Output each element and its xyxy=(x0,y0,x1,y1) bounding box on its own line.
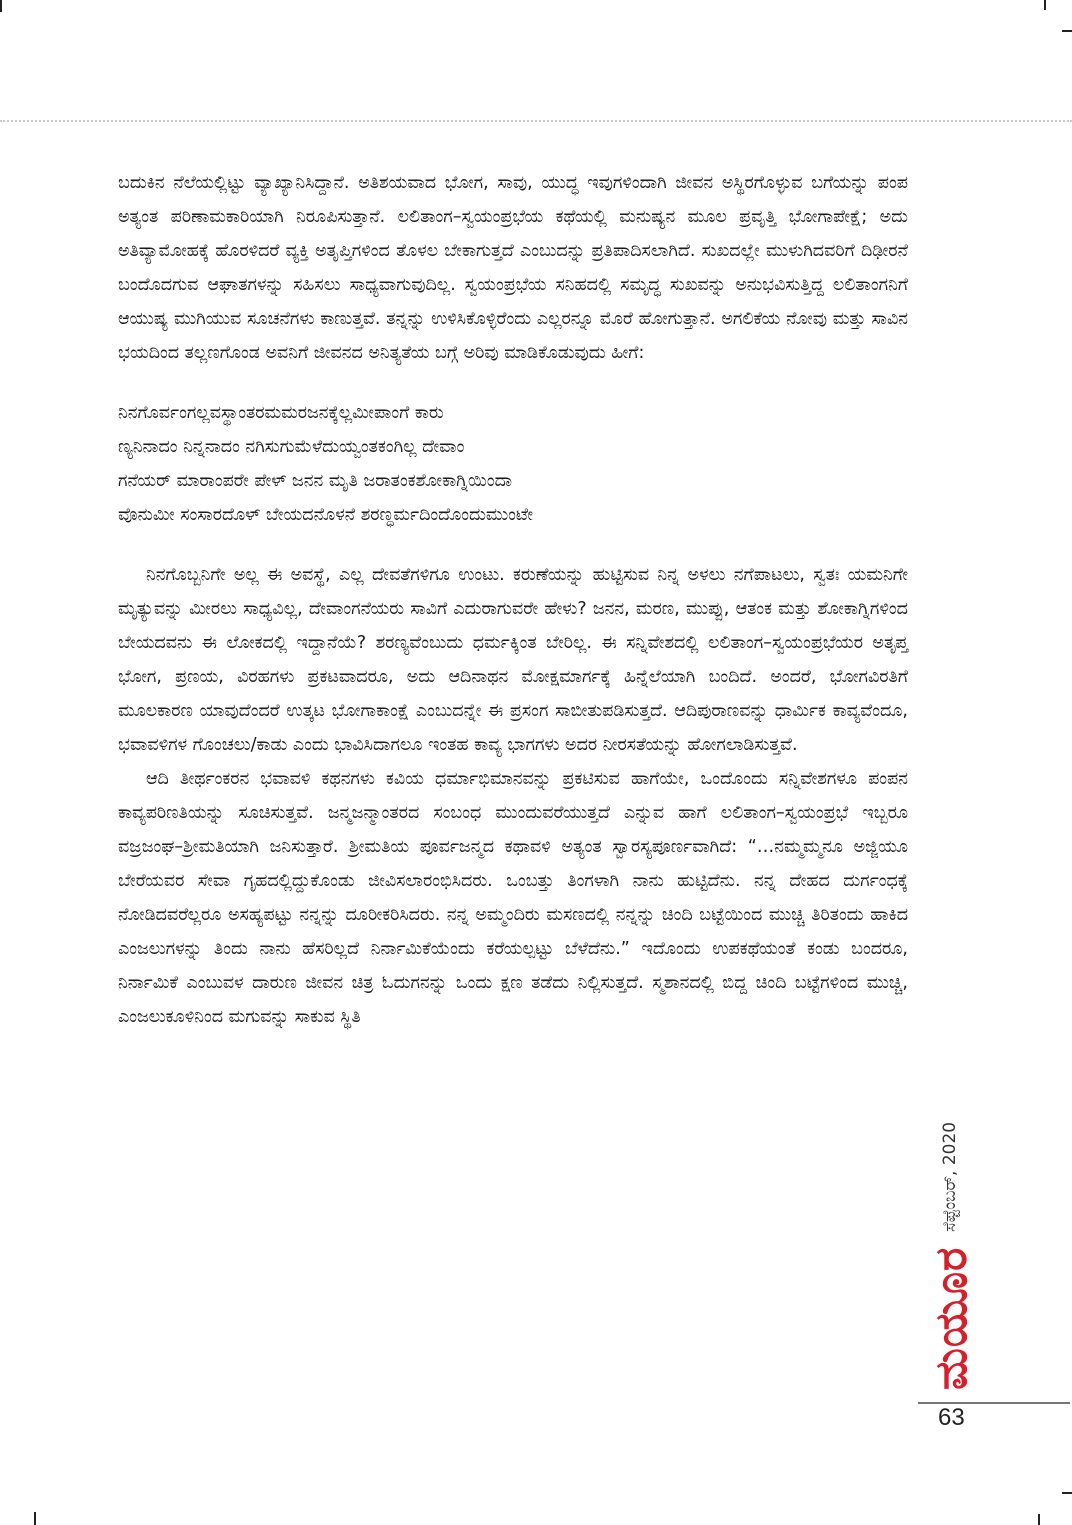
paragraph-1: ಬದುಕಿನ ನೆಲೆಯಲ್ಲಿಟ್ಟು ವ್ಯಾಖ್ಯಾನಿಸಿದ್ದಾನೆ. ಅತಿಶಯವಾದ ಭೋಗ, ಸಾವು, ಯುದ್ಧ ಇವುಗಳಿಂದಾಗಿ ಜೀವನ ಅಸ್ಥಿರಗೊಳ್ಳುವ ಬಗೆಯನ್ನು ಪಂಪ ಅತ್ಯಂತ ಪರಿಣಾಮಕಾರಿಯಾಗಿ ನಿರೂಪಿಸುತ್ತಾನೆ. ಲಲಿತಾಂಗ–ಸ್ವಯಂಪ್ರಭೆಯ ಕಥೆಯಲ್ಲಿ ಮನುಷ್ಯನ ಮೂಲ ಪ್ರವೃತ್ತಿ ಭೋಗಾಪೇಕ್ಷೆ; ಅದು ಅತಿವ್ಯಾಮೋಹಕ್ಕೆ ಹೊರಳಿದರೆ ವ್ಯಕ್ತಿ ಅತೃಪ್ತಿಗಳಿಂದ ತೊಳಲ ಬೇಕಾಗುತ್ತದೆ ಎಂಬುದನ್ನು ಪ್ರತಿಪಾದಿಸಲಾಗಿದೆ. ಸುಖದಲ್ಲೇ ಮುಳುಗಿದವರಿಗೆ ದಿಢೀರನೆ ಬಂದೊದಗುವ ಆಘಾತಗಳನ್ನು ಸಹಿಸಲು ಸಾಧ್ಯವಾಗುವುದಿಲ್ಲ. ಸ್ವಯಂಪ್ರಭೆಯ ಸನಿಹದಲ್ಲಿ ಸಮೃದ್ಧ ಸುಖವನ್ನು ಅನುಭವಿಸುತ್ತಿದ್ದ ಲಲಿತಾಂಗನಿಗೆ ಆಯುಷ್ಯ ಮುಗಿಯುವ ಸೂಚನೆಗಳು ಕಾಣುತ್ತವೆ. ತನ್ನನ್ನು ಉಳಿಸಿಕೊಳ್ಳಿರೆಂದು ಎಲ್ಲರನ್ನೂ ಮೊರೆ ಹೋಗುತ್ತಾನೆ. ಅಗಲಿಕೆಯ ನೋವು ಮತ್ತು ಸಾವಿನ ಭಯದಿಂದ ತಲ್ಲಣಗೊಂಡ ಅವನಿಗೆ ಜೀವನದ ಅನಿತ್ಯತೆಯ ಬಗ್ಗೆ ಅರಿವು ಮಾಡಿಕೊಡುವುದು ಹೀಗೆ: xyxy=(118,173,908,363)
page-sidebar xyxy=(918,1090,988,1390)
verse-line-3: ಗನೆಯರ್ ಮಾರಾಂಪರೇ ಪೇಳ್ ಜನನ ಮೃತಿ ಜರಾತಂಕಶೋಕಾಗ್ನಿಯಿಂದಾ xyxy=(118,471,513,491)
magazine-masthead: ಮಯೂರ xyxy=(926,1246,977,1390)
verse-block xyxy=(118,396,908,532)
paragraph-3: ಆದಿ ತೀರ್ಥಂಕರನ ಭವಾವಳಿ ಕಥನಗಳು ಕವಿಯ ಧರ್ಮಾಭಿಮಾನವನ್ನು ಪ್ರಕಟಿಸುವ ಹಾಗೆಯೇ, ಒಂದೊಂದು ಸನ್ನಿವೇಶಗಳೂ ಪಂಪನ ಕಾವ್ಯಪರಿಣತಿಯನ್ನು ಸೂಚಿಸುತ್ತವೆ. ಜನ್ಮಜನ್ಮಾಂತರದ ಸಂಬಂಧ ಮುಂದುವರೆಯುತ್ತದೆ ಎನ್ನುವ ಹಾಗೆ ಲಲಿತಾಂಗ–ಸ್ವಯಂಪ್ರಭೆ ಇಬ್ಬರೂ ವಜ್ರಜಂಘ–ಶ್ರೀಮತಿಯಾಗಿ ಜನಿಸುತ್ತಾರೆ. ಶ್ರೀಮತಿಯ ಪೂರ್ವಜನ್ಮದ ಕಥಾವಳಿ ಅತ್ಯಂತ ಸ್ವಾರಸ್ಯಪೂರ್ಣವಾಗಿದೆ: “…ನಮ್ಮಮ್ಮನೂ ಅಜ್ಜಿಯೂ ಬೇರೆಯವರ ಸೇವಾ ಗೃಹದಲ್ಲಿದ್ದುಕೊಂಡು ಜೀವಿಸಲಾರಂಭಿಸಿದರು. ಒಂಬತ್ತು ತಿಂಗಳಾಗಿ ನಾನು ಹುಟ್ಟಿದೆನು. ನನ್ನ ದೇಹದ ದುರ್ಗಂಧಕ್ಕೆ ನೋಡಿದವರೆಲ್ಲರೂ ಅಸಹ್ಯಪಟ್ಟು ನನ್ನನ್ನು ದೂರೀಕರಿಸಿದರು. ನನ್ನ ಅಮ್ಮಂದಿರು ಮಸಣದಲ್ಲಿ ನನ್ನನ್ನು ಚಿಂದಿ ಬಟ್ಟೆಯಿಂದ ಮುಚ್ಚಿ ತಿರಿತಂದು ಹಾಕಿದ ಎಂಜಲುಗಳನ್ನು ತಿಂದು ನಾನು ಹೆಸರಿಲ್ಲದೆ ನಿರ್ನಾಮಿಕೆಯೆಂದು ಕರೆಯಲ್ಪಟ್ಟು ಬೆಳೆದೆನು.” ಇದೊಂದು ಉಪಕಥೆಯಂತೆ ಕಂಡು ಬಂದರೂ, ನಿರ್ನಾಮಿಕೆ ಎಂಬುವಳ ದಾರುಣ ಜೀವನ ಚಿತ್ರ ಓದುಗನನ್ನು ಒಂದು ಕ್ಷಣ ತಡೆದು ನಿಲ್ಲಿಸುತ್ತದೆ. ಸ್ಮಶಾನದಲ್ಲಿ ಬಿದ್ದ ಚಿಂದಿ ಬಟ್ಟೆಗಳಿಂದ ಮುಚ್ಚಿ, ಎಂಜಲುಕೂಳಿನಿಂದ ಮಗುವನ್ನು ಸಾಕುವ ಸ್ಥಿತಿ xyxy=(118,769,908,1027)
crop-mark-bottom-right xyxy=(1038,1514,1040,1525)
verse-line-2: ಣ್ಯನಿನಾದಂ ನಿನ್ನನಾದಂ ನಗಿಸುಗುಮೆಳೆದುಯ್ವಂತಕಂಗಿಲ್ಲ ದೇವಾಂ xyxy=(118,437,465,457)
article-body xyxy=(118,166,908,1034)
crop-mark-bottom-left xyxy=(34,1512,36,1525)
issue-date: ಸೆಪ್ಟೆಂಬರ್, 2020 xyxy=(940,1121,960,1232)
crop-mark-top-left xyxy=(0,0,2,12)
verse-line-1: ನಿನಗೊರ್ವಂಗಲ್ಲವಸ್ಥಾಂತರಮಮರಜನಕ್ಕೆಲ್ಲಮೀಪಾಂಗೆ ಕಾರು xyxy=(118,403,444,423)
paragraph-2: ನಿನಗೊಬ್ಬನಿಗೇ ಅಲ್ಲ ಈ ಅವಸ್ಥೆ, ಎಲ್ಲ ದೇವತೆಗಳಿಗೂ ಉಂಟು. ಕರುಣೆಯನ್ನು ಹುಟ್ಟಿಸುವ ನಿನ್ನ ಅಳಲು ನಗೆಪಾಟಲು, ಸ್ವತಃ ಯಮನಿಗೇ ಮೃತ್ಯುವನ್ನು ಮೀರಲು ಸಾಧ್ಯವಿಲ್ಲ, ದೇವಾಂಗನೆಯರು ಸಾವಿಗೆ ಎದುರಾಗುವರೇ ಹೇಳು? ಜನನ, ಮರಣ, ಮುಪ್ಪು, ಆತಂಕ ಮತ್ತು ಶೋಕಾಗ್ನಿಗಳಿಂದ ಬೇಯದವನು ಈ ಲೋಕದಲ್ಲಿ ಇದ್ದಾನೆಯೆ? ಶರಣ್ಯವೆಂಬುದು ಧರ್ಮಕ್ಕಿಂತ ಬೇರಿಲ್ಲ. ಈ ಸನ್ನಿವೇಶದಲ್ಲಿ ಲಲಿತಾಂಗ–ಸ್ವಯಂಪ್ರಭೆಯರ ಅತೃಪ್ತ ಭೋಗ, ಪ್ರಣಯ, ವಿರಹಗಳು ಪ್ರಕಟವಾದರೂ, ಅದು ಆದಿನಾಥನ ಮೋಕ್ಷಮಾರ್ಗಕ್ಕೆ ಹಿನ್ನೆಲೆಯಾಗಿ ಬಂದಿದೆ. ಅಂದರೆ, ಭೋಗವಿರತಿಗೆ ಮೂಲಕಾರಣ ಯಾವುದೆಂದರೆ ಉತ್ಕಟ ಭೋಗಾಕಾಂಕ್ಷೆ ಎಂಬುದನ್ನೇ ಈ ಪ್ರಸಂಗ ಸಾಬೀತುಪಡಿಸುತ್ತದೆ. ಆದಿಪುರಾಣವನ್ನು ಧಾರ್ಮಿಕ ಕಾವ್ಯವೆಂದೂ, ಭವಾವಳಿಗಳ ಗೊಂಚಲು/ಕಾಡು ಎಂದು ಭಾವಿಸಿದಾಗಲೂ ಇಂತಹ ಕಾವ್ಯ ಭಾಗಗಳು ಅದರ ನೀರಸತೆಯನ್ನು ಹೋಗಲಾಡಿಸುತ್ತವೆ. xyxy=(118,565,908,755)
crop-mark-right-bottom xyxy=(1062,1492,1072,1494)
verse-line-4: ವೊನುಮೀ ಸಂಸಾರದೊಳ್ ಬೇಯದನೊಳನೆ ಶರಣ್ಧರ್ಮದಿಂದೊಂದುಮುಂಟೇ xyxy=(118,505,534,525)
page-number: 63 xyxy=(938,1404,965,1431)
crop-mark-top-right xyxy=(1044,0,1046,10)
header-dotted-rule xyxy=(0,120,1072,122)
crop-mark-right-top xyxy=(1062,30,1072,32)
